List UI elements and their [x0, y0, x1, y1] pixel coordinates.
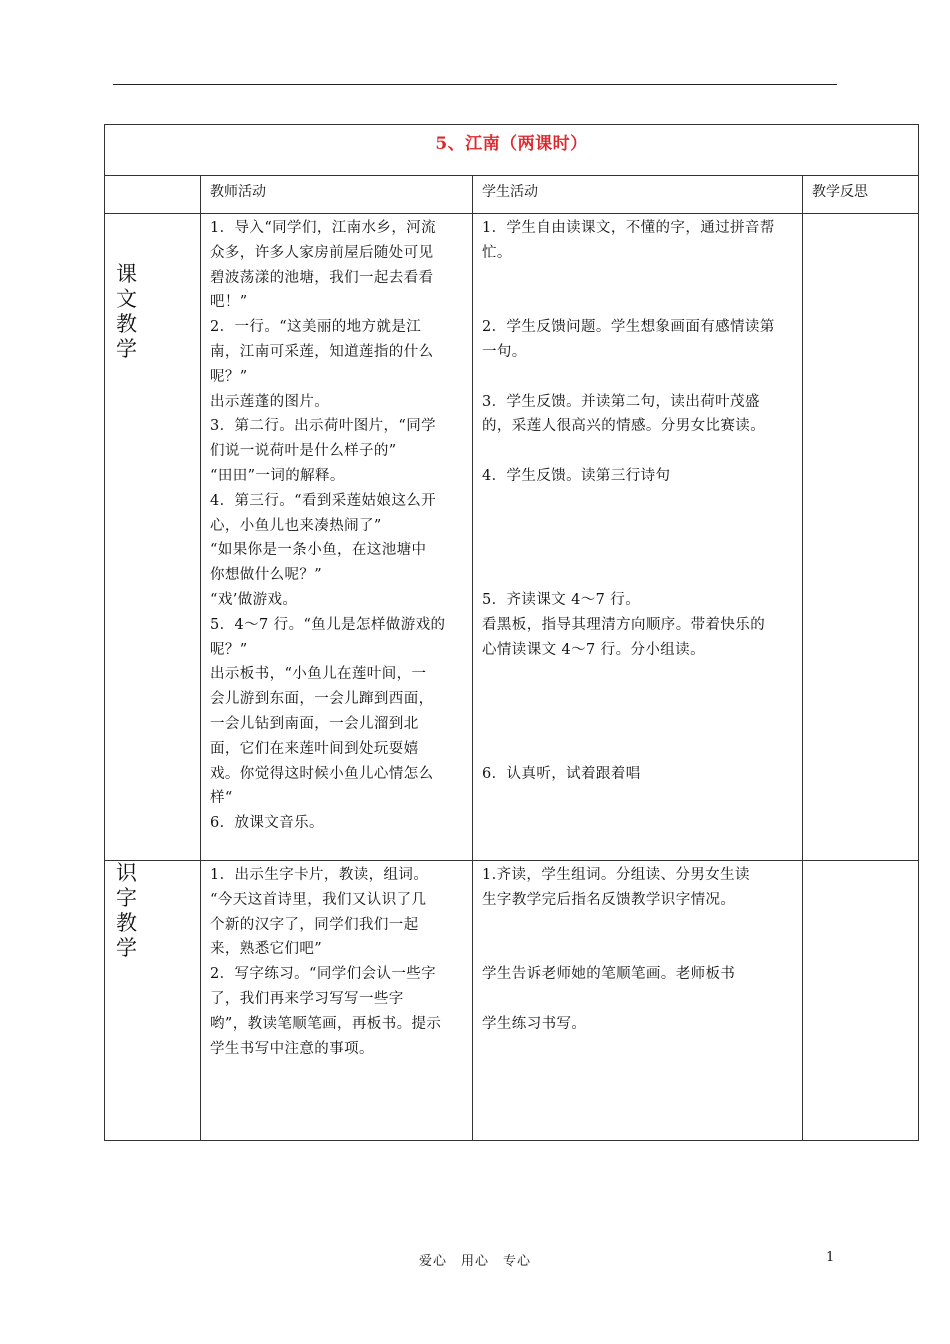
- teacher-activity-cell: [201, 214, 473, 861]
- teacher-activity-text: [210, 863, 466, 1061]
- lesson-plan-table: [104, 124, 919, 1141]
- text-line: 生字教学完后指名反馈教学识字情况。: [482, 891, 736, 908]
- reflection-cell: [803, 861, 919, 1141]
- header-rule: [113, 84, 837, 85]
- text-line: 学生练习书写。: [482, 1015, 587, 1032]
- text-line: [482, 538, 796, 563]
- column-header-row: [105, 176, 919, 214]
- text-line: 出示板书，“小鱼儿在莲叶间，一: [210, 666, 427, 683]
- text-line: [482, 937, 796, 962]
- blank-header-cell: [105, 176, 201, 214]
- text-line: 心情读课文 4～7 行。分小组读。: [482, 641, 705, 658]
- reflection-cell: [803, 214, 919, 861]
- page-number: 1: [826, 1250, 835, 1265]
- text-line: 的，采莲人很高兴的情感。分男女比赛读。: [482, 418, 766, 435]
- text-line: 3．学生反馈。并读第二句，读出荷叶茂盛: [482, 393, 760, 410]
- student-header-cell: [473, 176, 803, 214]
- teacher-activity-cell: [201, 861, 473, 1141]
- title-row: [105, 125, 919, 176]
- text-line: 2．写字练习。“同学们会认一些字: [210, 966, 437, 983]
- reflection-header: 教学反思: [812, 184, 868, 200]
- text-line: 4．第三行。“看到采莲姑娘这么开: [210, 492, 437, 509]
- text-line: 6．放课文音乐。: [210, 815, 324, 832]
- text-line: 样“: [210, 790, 233, 807]
- student-activity-cell: [473, 214, 803, 861]
- text-line: 了，我们再来学习写写一些字: [210, 990, 404, 1007]
- text-line: [482, 514, 796, 539]
- text-line: [482, 290, 796, 315]
- text-line: 2．学生反馈问题。学生想象画面有感情读第: [482, 319, 775, 336]
- footer-motto: 爱心 用心 专心: [418, 1254, 531, 1269]
- text-line: 1．学生自由读课文，不懂的字，通过拼音帮: [482, 220, 775, 236]
- text-line: “田田”一词的解释。: [210, 467, 345, 484]
- student-activity-text: [482, 863, 796, 1037]
- text-line: 来，熟悉它们吧”: [210, 941, 323, 958]
- teacher-header-cell: [201, 176, 473, 214]
- reflection-header-cell: [803, 176, 919, 214]
- student-activity-cell: [473, 861, 803, 1141]
- text-line: 5．齐读课文 4～7 行。: [482, 591, 641, 608]
- text-line: 心，小鱼儿也来凑热闹了”: [210, 517, 382, 534]
- text-line: 个新的汉字了，同学们我们一起: [210, 916, 419, 933]
- text-line: [482, 687, 796, 712]
- text-line: 6．认真听，试着跟着唱: [482, 765, 641, 782]
- text-line: “如果你是一条小鱼，在这池塘中: [210, 542, 427, 559]
- text-line: 呢？”: [210, 641, 248, 658]
- section-label: 课文教学: [116, 262, 137, 361]
- text-line: 们说一说荷叶是什么样子的”: [210, 443, 397, 460]
- text-line: 1.齐读，学生组词。分组读、分男女生读: [482, 867, 750, 883]
- text-line: [482, 563, 796, 588]
- section-label: 识字教学: [116, 861, 137, 960]
- text-line: [482, 662, 796, 687]
- text-line: 面，它们在来莲叶间到处玩耍嬉: [210, 740, 419, 757]
- text-line: 5．4～7 行。“鱼儿是怎样做游戏的: [210, 616, 446, 633]
- text-line: 哟”，教读笔顺笔画，再板书。提示: [210, 1015, 442, 1032]
- teacher-activity-text: [210, 216, 466, 836]
- text-line: 一会儿钻到南面，一会儿溜到北: [210, 715, 419, 732]
- text-line: 呢？”: [210, 368, 248, 385]
- text-line: [482, 365, 796, 390]
- text-line: 碧波荡漾的池塘，我们一起去看看: [210, 269, 434, 286]
- text-line: 你想做什么呢？”: [210, 567, 323, 584]
- text-line: 出示莲蓬的图片。: [210, 393, 330, 410]
- text-line: [482, 913, 796, 938]
- text-line: 吧！”: [210, 294, 248, 311]
- text-line: [482, 737, 796, 762]
- text-line: “今天这首诗里，我们又认识了几: [210, 891, 427, 908]
- text-line: 忙。: [482, 244, 512, 261]
- text-line: 学生告诉老师她的笔顺笔画。老师板书: [482, 966, 736, 983]
- student-activity-header: 学生活动: [482, 184, 538, 200]
- text-line: 会儿游到东面，一会儿蹿到西面，: [210, 691, 434, 708]
- text-line: 戏。你觉得这时候小鱼儿心情怎么: [210, 765, 434, 782]
- text-line: [482, 987, 796, 1012]
- text-line: 南，江南可采莲，知道莲指的什么: [210, 343, 434, 360]
- section-row-text-teaching: [105, 214, 919, 861]
- text-line: [482, 266, 796, 291]
- text-line: 2．一行。“这美丽的地方就是江: [210, 319, 422, 336]
- section-row-character-teaching: [105, 861, 919, 1141]
- text-line: 1．出示生字卡片，教读，组词。: [210, 867, 429, 883]
- teacher-activity-header: 教师活动: [210, 184, 266, 200]
- text-line: “戏’做游戏。: [210, 591, 298, 608]
- lesson-title: 5、江南（两课时）: [435, 134, 588, 154]
- text-line: 4．学生反馈。读第三行诗句: [482, 467, 671, 484]
- text-line: [482, 712, 796, 737]
- section-label-cell: [105, 861, 201, 1141]
- text-line: [482, 489, 796, 514]
- text-line: 看黑板，指导其理清方向顺序。带着快乐的: [482, 616, 766, 633]
- section-label-cell: [105, 214, 201, 861]
- text-line: 1．导入“同学们，江南水乡，河流: [210, 220, 437, 236]
- student-activity-text: [482, 216, 796, 786]
- text-line: 一句。: [482, 343, 527, 360]
- text-line: 众多，许多人家房前屋后随处可见: [210, 244, 434, 261]
- text-line: 3．第二行。出示荷叶图片，“同学: [210, 418, 437, 435]
- text-line: 学生书写中注意的事项。: [210, 1040, 374, 1057]
- text-line: [482, 439, 796, 464]
- title-cell: [105, 125, 919, 176]
